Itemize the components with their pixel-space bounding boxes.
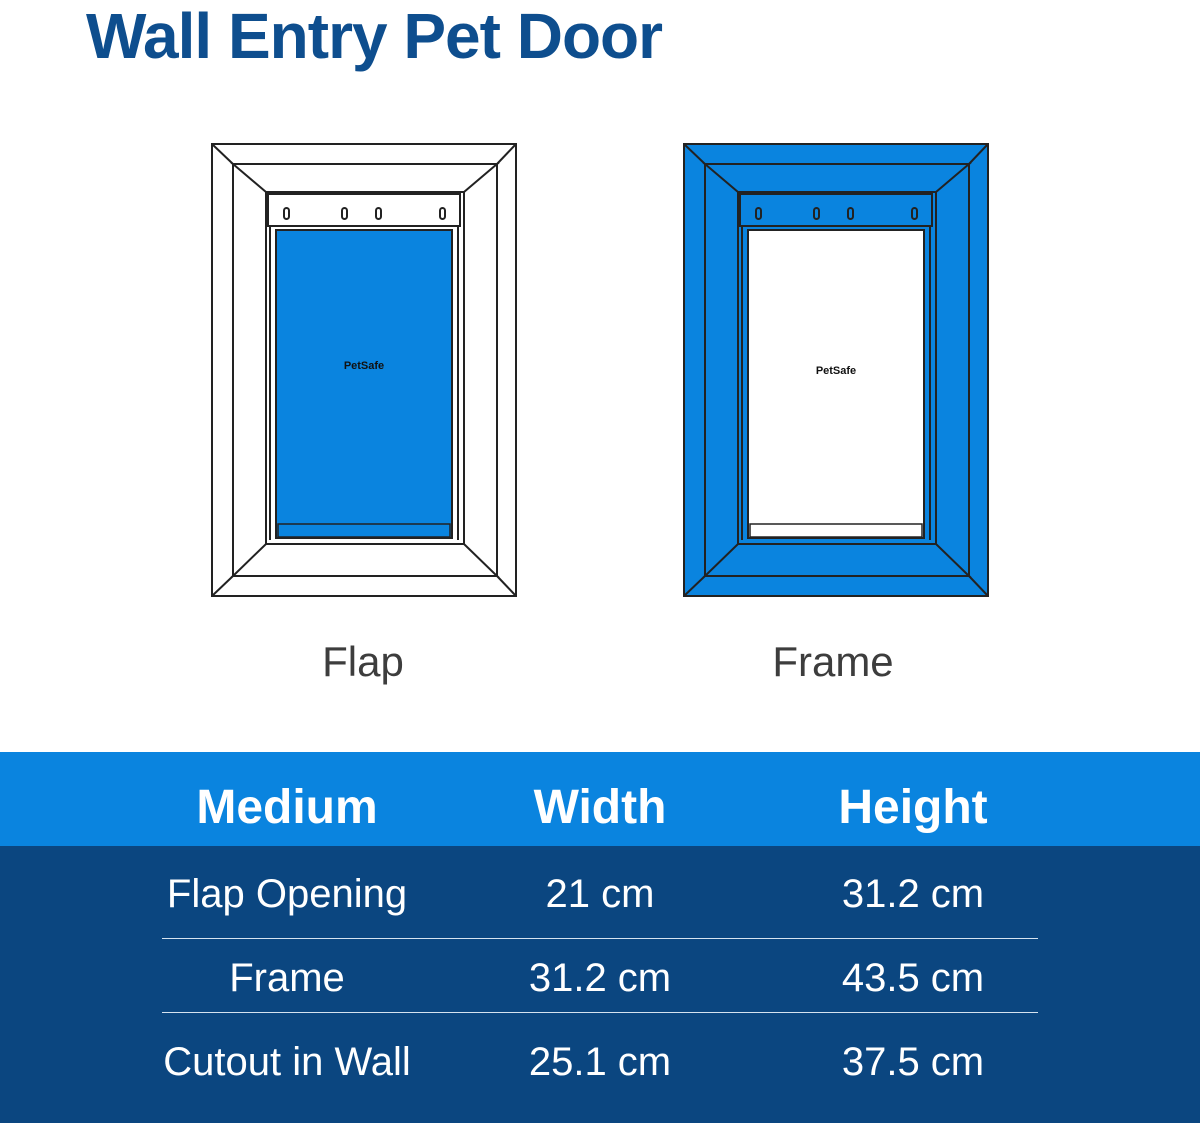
brand-logo-text: PetSafe: [815, 365, 857, 377]
pet-door-flap-illustration: [210, 142, 520, 602]
row-divider: [162, 938, 1038, 939]
flap-magnet-strip: [750, 524, 922, 537]
row-width-value: 31.2 cm: [528, 956, 672, 1000]
row-width-value: 21 cm: [545, 872, 655, 916]
header-height: Height: [838, 781, 988, 834]
row-height-value: 31.2 cm: [841, 872, 985, 916]
page-title: Wall Entry Pet Door: [86, 0, 663, 72]
frame-diagram: [682, 142, 992, 602]
flap-panel: [748, 230, 924, 538]
frame-caption: Frame: [772, 638, 894, 685]
hinge-bar: [268, 194, 460, 226]
row-divider: [162, 1012, 1038, 1013]
row-height-value: 37.5 cm: [841, 1040, 985, 1084]
row-width-value: 25.1 cm: [528, 1040, 672, 1084]
flap-diagram: [210, 142, 520, 602]
row-label: Cutout in Wall: [163, 1040, 411, 1084]
flap-magnet-strip: [278, 524, 450, 537]
hinge-bar: [740, 194, 932, 226]
row-label: Flap Opening: [166, 872, 408, 916]
header-width: Width: [533, 781, 667, 834]
row-label: Frame: [229, 956, 345, 1000]
flap-panel-highlighted: [276, 230, 452, 538]
header-size: Medium: [196, 781, 378, 834]
brand-logo-text: PetSafe: [343, 360, 385, 372]
row-height-value: 43.5 cm: [841, 956, 985, 1000]
flap-caption: Flap: [322, 638, 404, 685]
